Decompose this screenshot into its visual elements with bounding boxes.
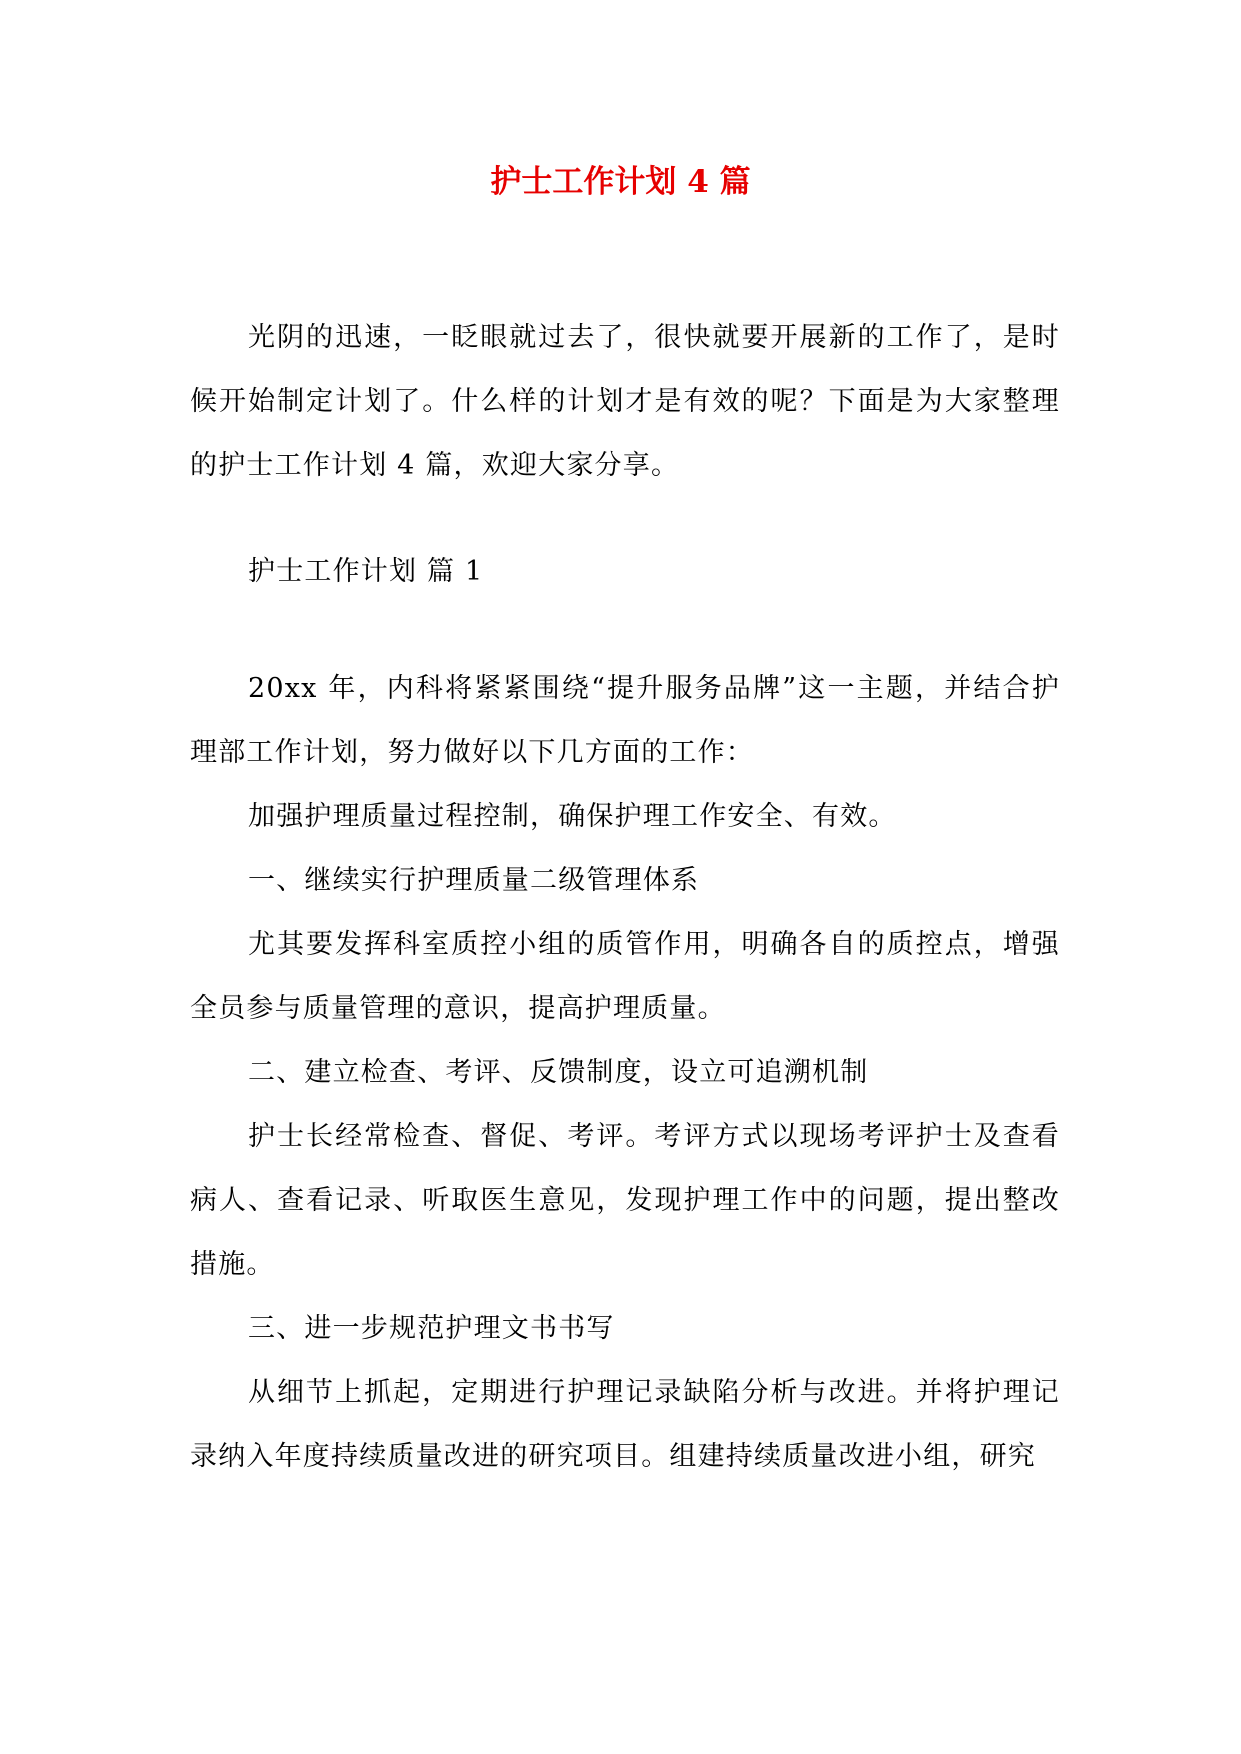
body-paragraph: 加强护理质量过程控制，确保护理工作安全、有效。 [248,801,897,832]
body-paragraph: 20xx 年，内科将紧紧围绕“提升服务品牌”这一主题，并结合护理部工作计划，努力做好以下几方面的工作： [190,673,1060,768]
document-title: 护士工作计划 4 篇 [490,164,751,200]
subheading-three: 三、进一步规范护理文书书写 [248,1313,615,1344]
section-heading: 护士工作计划 篇 1 [248,556,484,587]
section-body [190,657,1060,1489]
intro-block [190,306,1060,498]
subheading-one: 一、继续实行护理质量二级管理体系 [248,865,700,896]
intro-paragraph: 光阴的迅速，一眨眼就过去了，很快就要开展新的工作了，是时候开始制定计划了。什么样的计划才是有效的呢？下面是为大家整理的护士工作计划 4 篇，欢迎大家分享。 [190,322,1060,481]
body-paragraph: 从细节上抓起，定期进行护理记录缺陷分析与改进。并将护理记录纳入年度持续质量改进的研究项目。组建持续质量改进小组，研究 [190,1377,1060,1472]
body-paragraph: 护士长经常检查、督促、考评。考评方式以现场考评护士及查看病人、查看记录、听取医生意见，发现护理工作中的问题，提出整改措施。 [190,1121,1060,1280]
subheading-two: 二、建立检查、考评、反馈制度，设立可追溯机制 [248,1057,869,1088]
section-heading-block [190,540,1060,604]
body-paragraph: 尤其要发挥科室质控小组的质管作用，明确各自的质控点，增强全员参与质量管理的意识，提高护理质量。 [190,929,1060,1024]
